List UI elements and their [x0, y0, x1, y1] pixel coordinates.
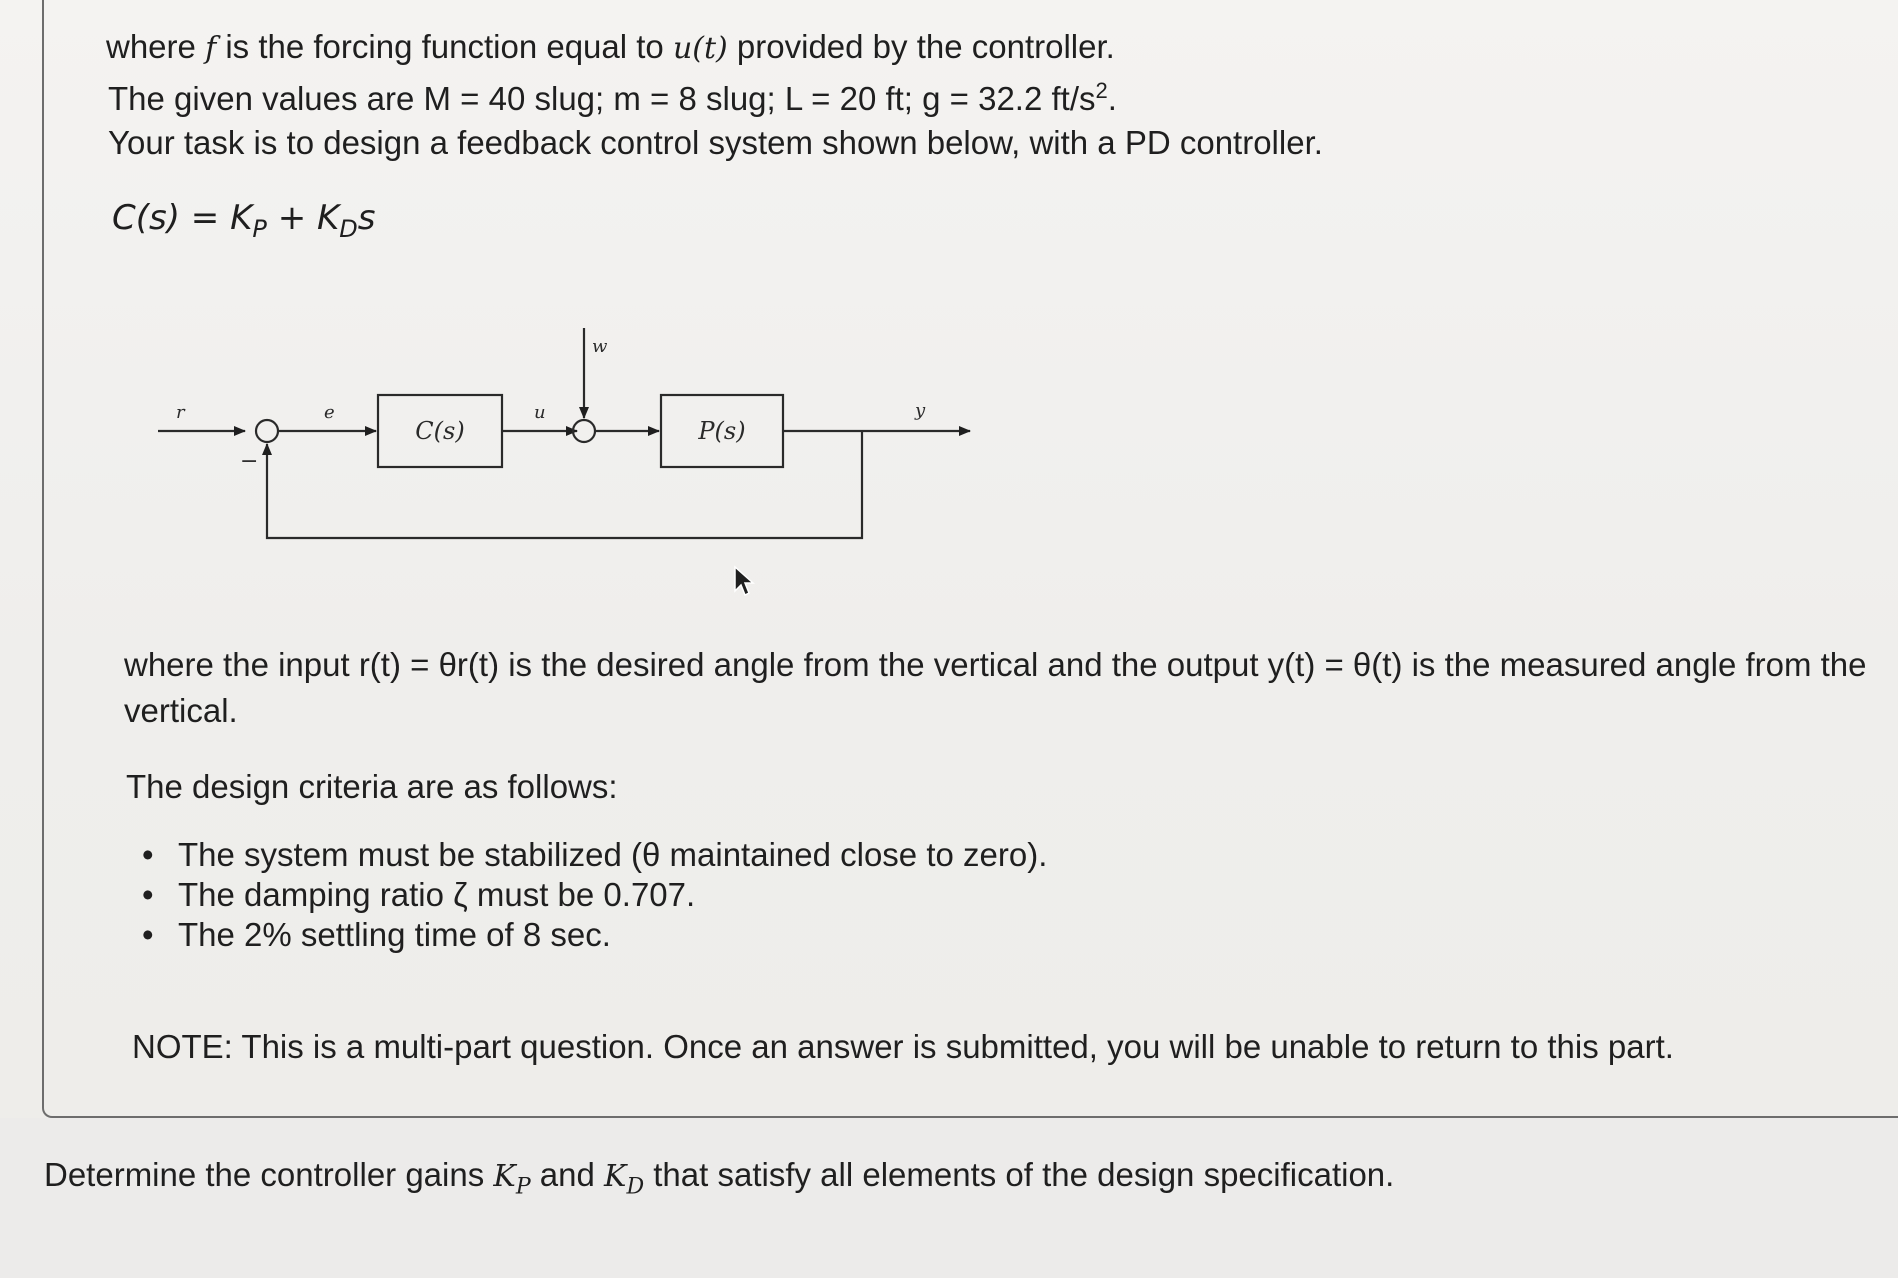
mouse-pointer-icon [733, 565, 757, 599]
criteria-item: • The damping ratio ζ must be 0.707. [178, 876, 1047, 916]
control-label: u [534, 402, 546, 423]
summing-junction [256, 420, 278, 442]
controller-formula: $C(s) = K_P + K_Ds$ [112, 198, 376, 243]
intro-line-2: The given values are M = 40 slug; m = 8 slug; L = 20 ft; g = 32.2 $ft/s^2$. [108, 78, 1117, 117]
criteria-heading: The design criteria are as follows: [126, 768, 618, 805]
input-label: r [176, 402, 185, 423]
criteria-list [178, 836, 1047, 956]
plant-label: P(s) [698, 417, 746, 445]
multi-part-note: NOTE: This is a multi-part question. Once an answer is submitted, you will be unable to return to this part. [132, 1028, 1674, 1065]
output-label: y [915, 400, 926, 421]
question-prompt: Determine the controller gains $K_P$ and $K_D$ that satisfy all elements of the design specification. [44, 1156, 1395, 1200]
description-line-2: vertical. [124, 692, 238, 729]
criteria-item: • The 2% settling time of 8 sec. [178, 916, 1047, 956]
minus-sign: − [240, 449, 259, 474]
block-diagram [140, 310, 990, 550]
intro-line-3: Your task is to design a feedback control system shown below, with a PD controller. [108, 124, 1323, 161]
intro-line-1: where f is the forcing function equal to u(t) provided by the controller. [106, 28, 1115, 66]
criteria-item: • The system must be stabilized (θ maintained close to zero). [178, 836, 1047, 876]
feedback-path [267, 431, 862, 538]
disturbance-label: w [592, 336, 608, 357]
controller-label: C(s) [415, 417, 465, 445]
description-line-1: where the input r(t) = θr(t) is the desired angle from the vertical and the output y(t) = θ(t) is the measured angle from the [124, 646, 1867, 683]
error-label: e [324, 402, 335, 423]
